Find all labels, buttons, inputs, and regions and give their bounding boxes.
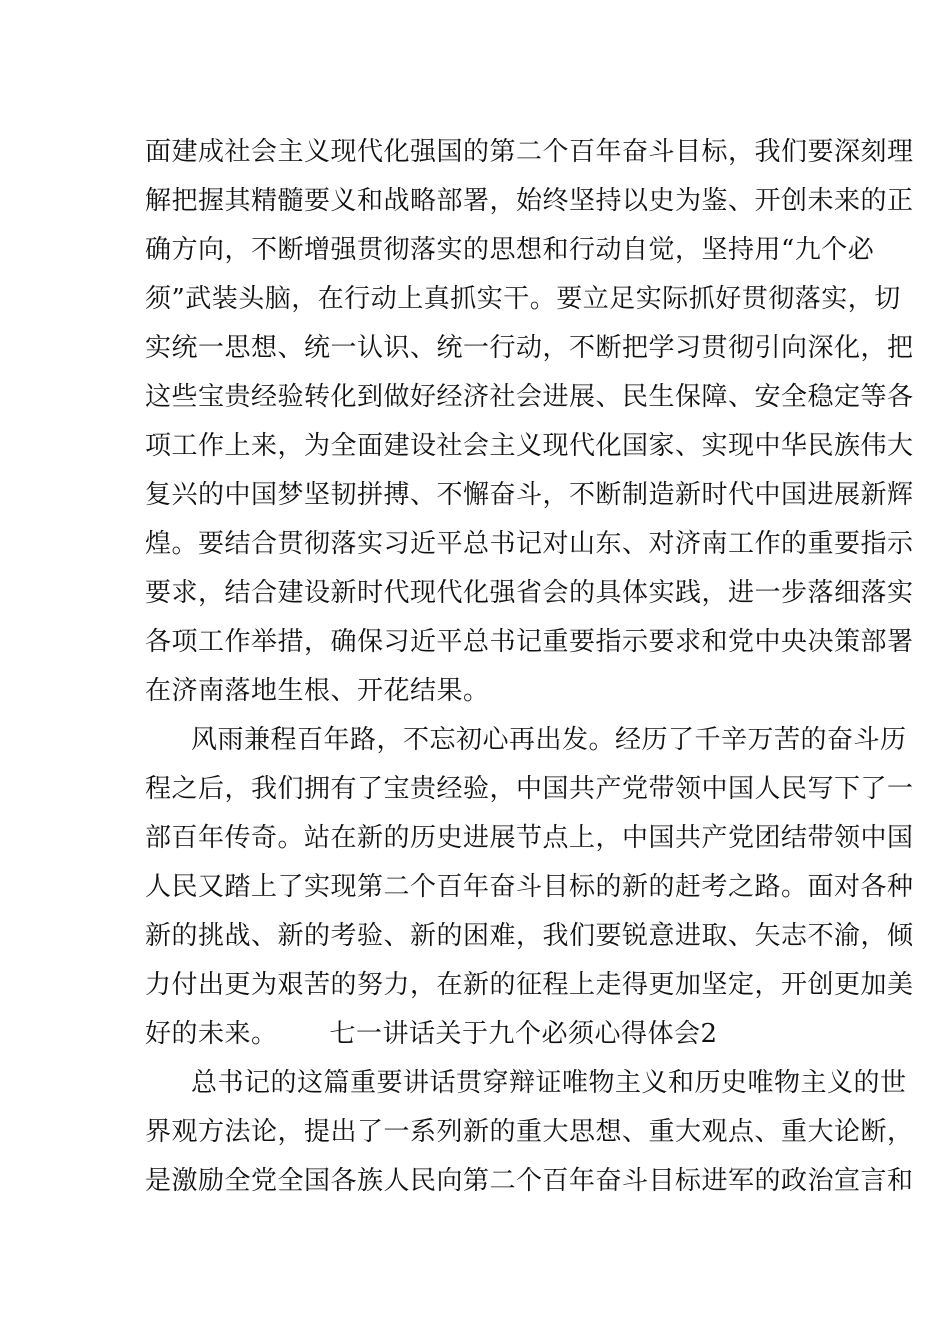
paragraph-line: 部百年传奇。站在新的历史进展节点上，中国共产党团结带领中国 [145, 823, 914, 853]
paragraph-line: 各项工作举措，确保习近平总书记重要指示要求和党中央决策部署 [145, 627, 914, 657]
paragraph-2 [145, 716, 914, 1059]
paragraph-1 [145, 128, 914, 716]
paragraph-line: 界观方法论，提出了一系列新的重大思想、重大观点、重大论断， [145, 1117, 914, 1147]
paragraph-line: 须”武装头脑，在行动上真抓实干。要立足实际抓好贯彻落实，切 [145, 284, 901, 314]
paragraph-line: 复兴的中国梦坚韧拼搏、不懈奋斗，不断制造新时代中国进展新辉 [145, 480, 914, 510]
paragraph-line: 确方向，不断增强贯彻落实的思想和行动自觉，坚持用“九个必 [145, 235, 875, 265]
section-heading: 七一讲话关于九个必须心得体会2 [329, 1019, 718, 1049]
paragraph-line: 人民又踏上了实现第二个百年奋斗目标的新的赶考之路。面对各种 [145, 872, 914, 902]
paragraph-line: 总书记的这篇重要讲话贯穿辩证唯物主义和历史唯物主义的世 [191, 1068, 907, 1098]
paragraph-line: 面建成社会主义现代化强国的第二个百年奋斗目标，我们要深刻理 [145, 137, 914, 167]
paragraph-line: 实统一思想、统一认识、统一行动，不断把学习贯彻引向深化，把 [145, 333, 914, 363]
paragraph-line: 解把握其精髓要义和战略部署，始终坚持以史为鉴、开创未来的正 [145, 186, 914, 216]
paragraph-3 [145, 1059, 914, 1206]
paragraph-line: 风雨兼程百年路，不忘初心再出发。经历了千辛万苦的奋斗历 [191, 725, 907, 755]
paragraph-line-end: 好的未来。 [145, 1019, 278, 1049]
paragraph-line: 在济南落地生根、开花结果。 [145, 676, 490, 706]
paragraph-line: 力付出更为艰苦的努力，在新的征程上走得更加坚定，开创更加美 [145, 970, 914, 1000]
paragraph-line: 程之后，我们拥有了宝贵经验，中国共产党带领中国人民写下了一 [145, 774, 914, 804]
paragraph-line: 是激励全党全国各族人民向第二个百年奋斗目标进军的政治宣言和 [145, 1166, 914, 1196]
paragraph-line: 这些宝贵经验转化到做好经济社会进展、民生保障、安全稳定等各 [145, 382, 914, 412]
paragraph-line: 煌。要结合贯彻落实习近平总书记对山东、对济南工作的重要指示 [145, 529, 914, 559]
paragraph-line: 要求，结合建设新时代现代化强省会的具体实践，进一步落细落实 [145, 578, 914, 608]
paragraph-line: 新的挑战、新的考验、新的困难，我们要锐意进取、矢志不渝，倾 [145, 921, 914, 951]
paragraph-line: 项工作上来，为全面建设社会主义现代化国家、实现中华民族伟大 [145, 431, 914, 461]
paragraph-line [145, 1010, 805, 1059]
body-text [145, 128, 914, 1206]
